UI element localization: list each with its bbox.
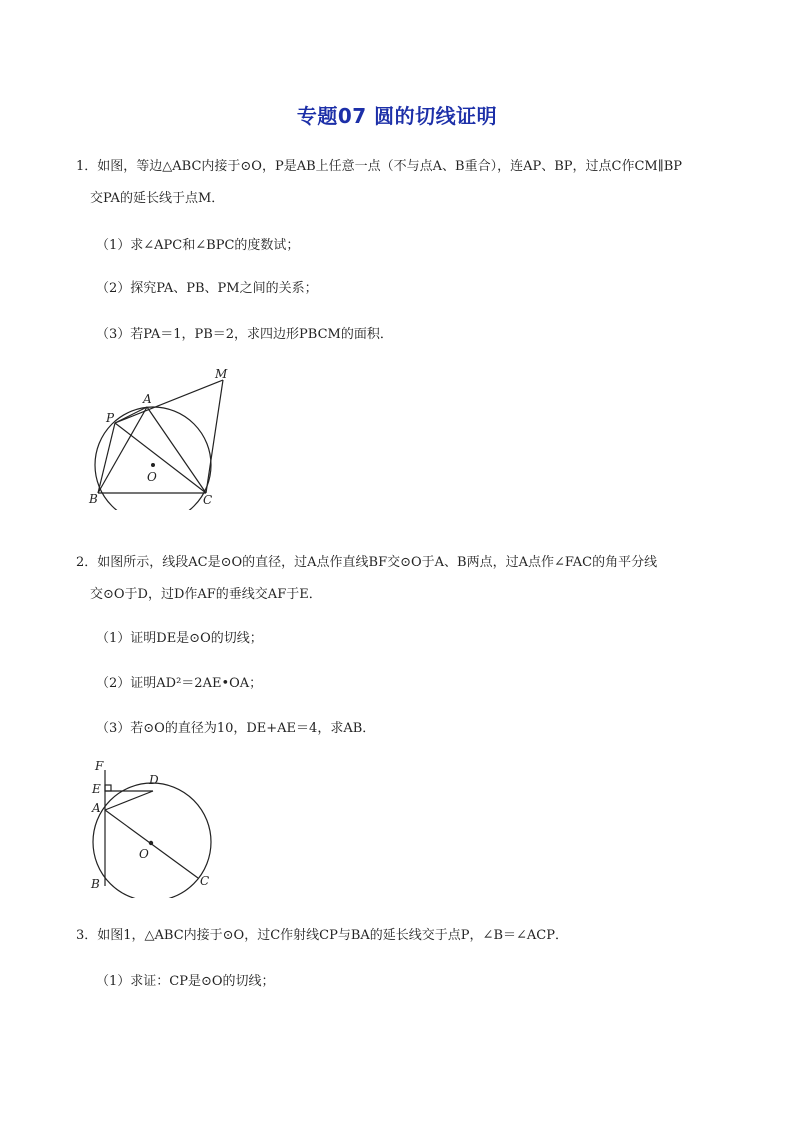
q1-label-m: M: [215, 367, 228, 381]
q2-line1: 2．如图所示，线段AC是⊙O的直径，过A点作直线BF交⊙O于A、B两点，过A点作∠FAC的角平分线: [76, 555, 658, 570]
q1-seg-pm: [115, 380, 223, 423]
q2-circle: [93, 783, 211, 898]
q2-label-e: E: [92, 782, 101, 796]
q2-sub3: （3）若⊙O的直径为10，DE+AE＝4，求AB．: [96, 721, 376, 736]
q2-label-b: B: [91, 877, 100, 891]
q1-sub2: （2）探究PA、PB、PM之间的关系；: [96, 281, 318, 296]
q1-label-p: P: [106, 411, 115, 425]
q2-label-c: C: [200, 874, 210, 888]
q2-center-dot: [149, 841, 153, 845]
q1-center-dot: [151, 463, 155, 467]
q2-sub1: （1）证明DE是⊙O的切线；: [96, 631, 263, 646]
q1-sub1: （1）求∠APC和∠BPC的度数试；: [96, 238, 300, 253]
q1-seg-cm: [206, 380, 223, 493]
q2-figure: [85, 758, 220, 898]
q2-label-f: F: [95, 759, 104, 773]
q1-seg-pc: [115, 423, 206, 493]
q1-label-a: A: [143, 392, 152, 406]
page-title: 专题07 圆的切线证明: [296, 104, 498, 128]
q1-sub3: （3）若PA＝1，PB＝2，求四边形PBCM的面积．: [96, 327, 393, 342]
q2-right-angle-mark: [105, 785, 111, 791]
q2-label-o: O: [139, 847, 149, 861]
q2-sub2: （2）证明AD²＝2AE•OA；: [96, 676, 263, 691]
q1-line2: 交PA的延长线于点M．: [90, 191, 225, 206]
q1-line1: 1．如图，等边△ABC内接于⊙O，P是AB上任意一点（不与点A、B重合），连AP、BP，过点C作CM∥BP: [76, 159, 683, 174]
q2-label-a: A: [92, 801, 101, 815]
q2-seg-ad: [105, 791, 153, 810]
q2-label-d: D: [149, 773, 159, 787]
q2-line2: 交⊙O于D，过D作AF的垂线交AF于E．: [90, 587, 322, 602]
q3-sub1: （1）求证：CP是⊙O的切线；: [96, 974, 275, 989]
q1-figure: [85, 365, 245, 510]
q1-label-c: C: [203, 493, 213, 507]
q1-label-b: B: [89, 492, 98, 506]
q1-seg-pb: [98, 423, 115, 493]
q3-line1: 3．如图1，△ABC内接于⊙O，过C作射线CP与BA的延长线交于点P，∠B＝∠ACP．: [76, 928, 568, 943]
q1-label-o: O: [147, 470, 157, 484]
